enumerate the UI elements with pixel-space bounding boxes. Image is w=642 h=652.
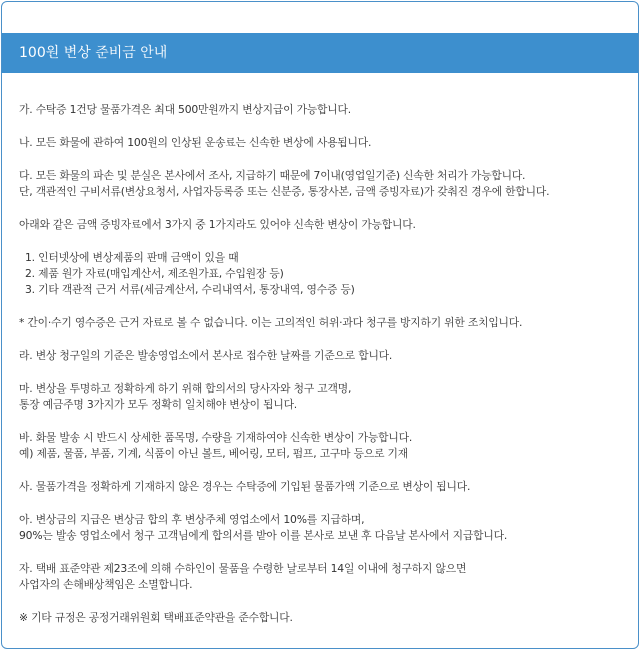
paragraph-na [19, 135, 631, 151]
text-line: 90%는 발송 영업소에서 청구 고객님에게 합의서를 받아 이를 본사로 보낸 후 다음날 본사에서 지급합니다. [19, 529, 508, 542]
text-line: 사업자의 손해배상책임은 소멸합니다. [19, 578, 193, 591]
text-line: 예) 제품, 물품, 부품, 기계, 식품이 아닌 볼트, 베어링, 모터, 펌프, 고구마 등으로 기재 [19, 447, 409, 460]
text-line: 바. 화물 발송 시 반드시 상세한 품목명, 수량을 기재하여야 신속한 변상이 가능합니다. [19, 431, 413, 444]
text-line: ※ 기타 규정은 공정거래위원회 택배표준약관을 준수합니다. [19, 611, 293, 624]
list-item: 2. 제품 원가 자료(매입계산서, 제조원가표, 수입원장 등) [25, 267, 284, 280]
paragraph-ga [19, 102, 631, 118]
text-line: 다. 모든 화물의 파손 및 분실은 본사에서 조사, 지급하기 때문에 7이내(영업일기준) 신속한 처리가 가능합니다. [19, 169, 526, 182]
paragraph-ma [19, 381, 631, 413]
list-item: 3. 기타 객관적 근거 서류(세금계산서, 수리내역서, 통장내역, 영수증 등) [25, 283, 355, 296]
paragraph-sa [19, 479, 631, 495]
text-line: 아. 변상금의 지급은 변상금 합의 후 변상주체 영업소에서 10%를 지급하며, [19, 513, 365, 526]
text-line: 단, 객관적인 구비서류(변상요청서, 사업자등록증 또는 신분증, 통장사본, 금액 증빙자료)가 갖춰진 경우에 한합니다. [19, 185, 550, 198]
paragraph-receipt-note [19, 315, 631, 331]
text-line: 라. 변상 청구일의 기준은 발송영업소에서 본사로 접수한 날짜를 기준으로 합니다. [19, 349, 393, 362]
text-line: * 간이·수기 영수증은 근거 자료로 볼 수 없습니다. 이는 고의적인 허위·과다 청구를 방지하기 위한 조치입니다. [19, 316, 523, 329]
text-line: 나. 모든 화물에 관하여 100원의 인상된 운송료는 신속한 변상에 사용됩니다. [19, 136, 372, 149]
text-line: 자. 택배 표준약관 제23조에 의해 수하인이 물품을 수령한 날로부터 14일 이내에 청구하지 않으면 [19, 562, 467, 575]
paragraph-da [19, 168, 631, 200]
notice-panel [1, 1, 639, 649]
text-line: 통장 예금주명 3가지가 모두 정확히 일치해야 변상이 됩니다. [19, 398, 298, 411]
evidence-list [19, 250, 631, 298]
text-line: 아래와 같은 금액 증빙자료에서 3가지 중 1가지라도 있어야 신속한 변상이 가능합니다. [19, 218, 416, 231]
panel-title: 100원 변상 준비금 안내 [2, 33, 638, 73]
paragraph-ba [19, 430, 631, 462]
paragraph-ra [19, 348, 631, 364]
text-line: 가. 수탁증 1건당 물품가격은 최대 500만원까지 변상지급이 가능합니다. [19, 103, 351, 116]
list-item: 1. 인터넷상에 변상제품의 판매 금액이 있을 때 [25, 251, 239, 264]
text-line: 사. 물품가격을 정확하게 기재하지 않은 경우는 수탁증에 기입된 물품가액 기준으로 변상이 됩니다. [19, 480, 471, 493]
paragraph-other-rules [19, 610, 631, 626]
paragraph-a [19, 512, 631, 544]
text-line: 마. 변상을 투명하고 정확하게 하기 위해 합의서의 당사자와 청구 고객명, [19, 382, 352, 395]
paragraph-evidence-intro [19, 217, 631, 233]
paragraph-ja [19, 561, 631, 593]
notice-content [19, 102, 631, 643]
